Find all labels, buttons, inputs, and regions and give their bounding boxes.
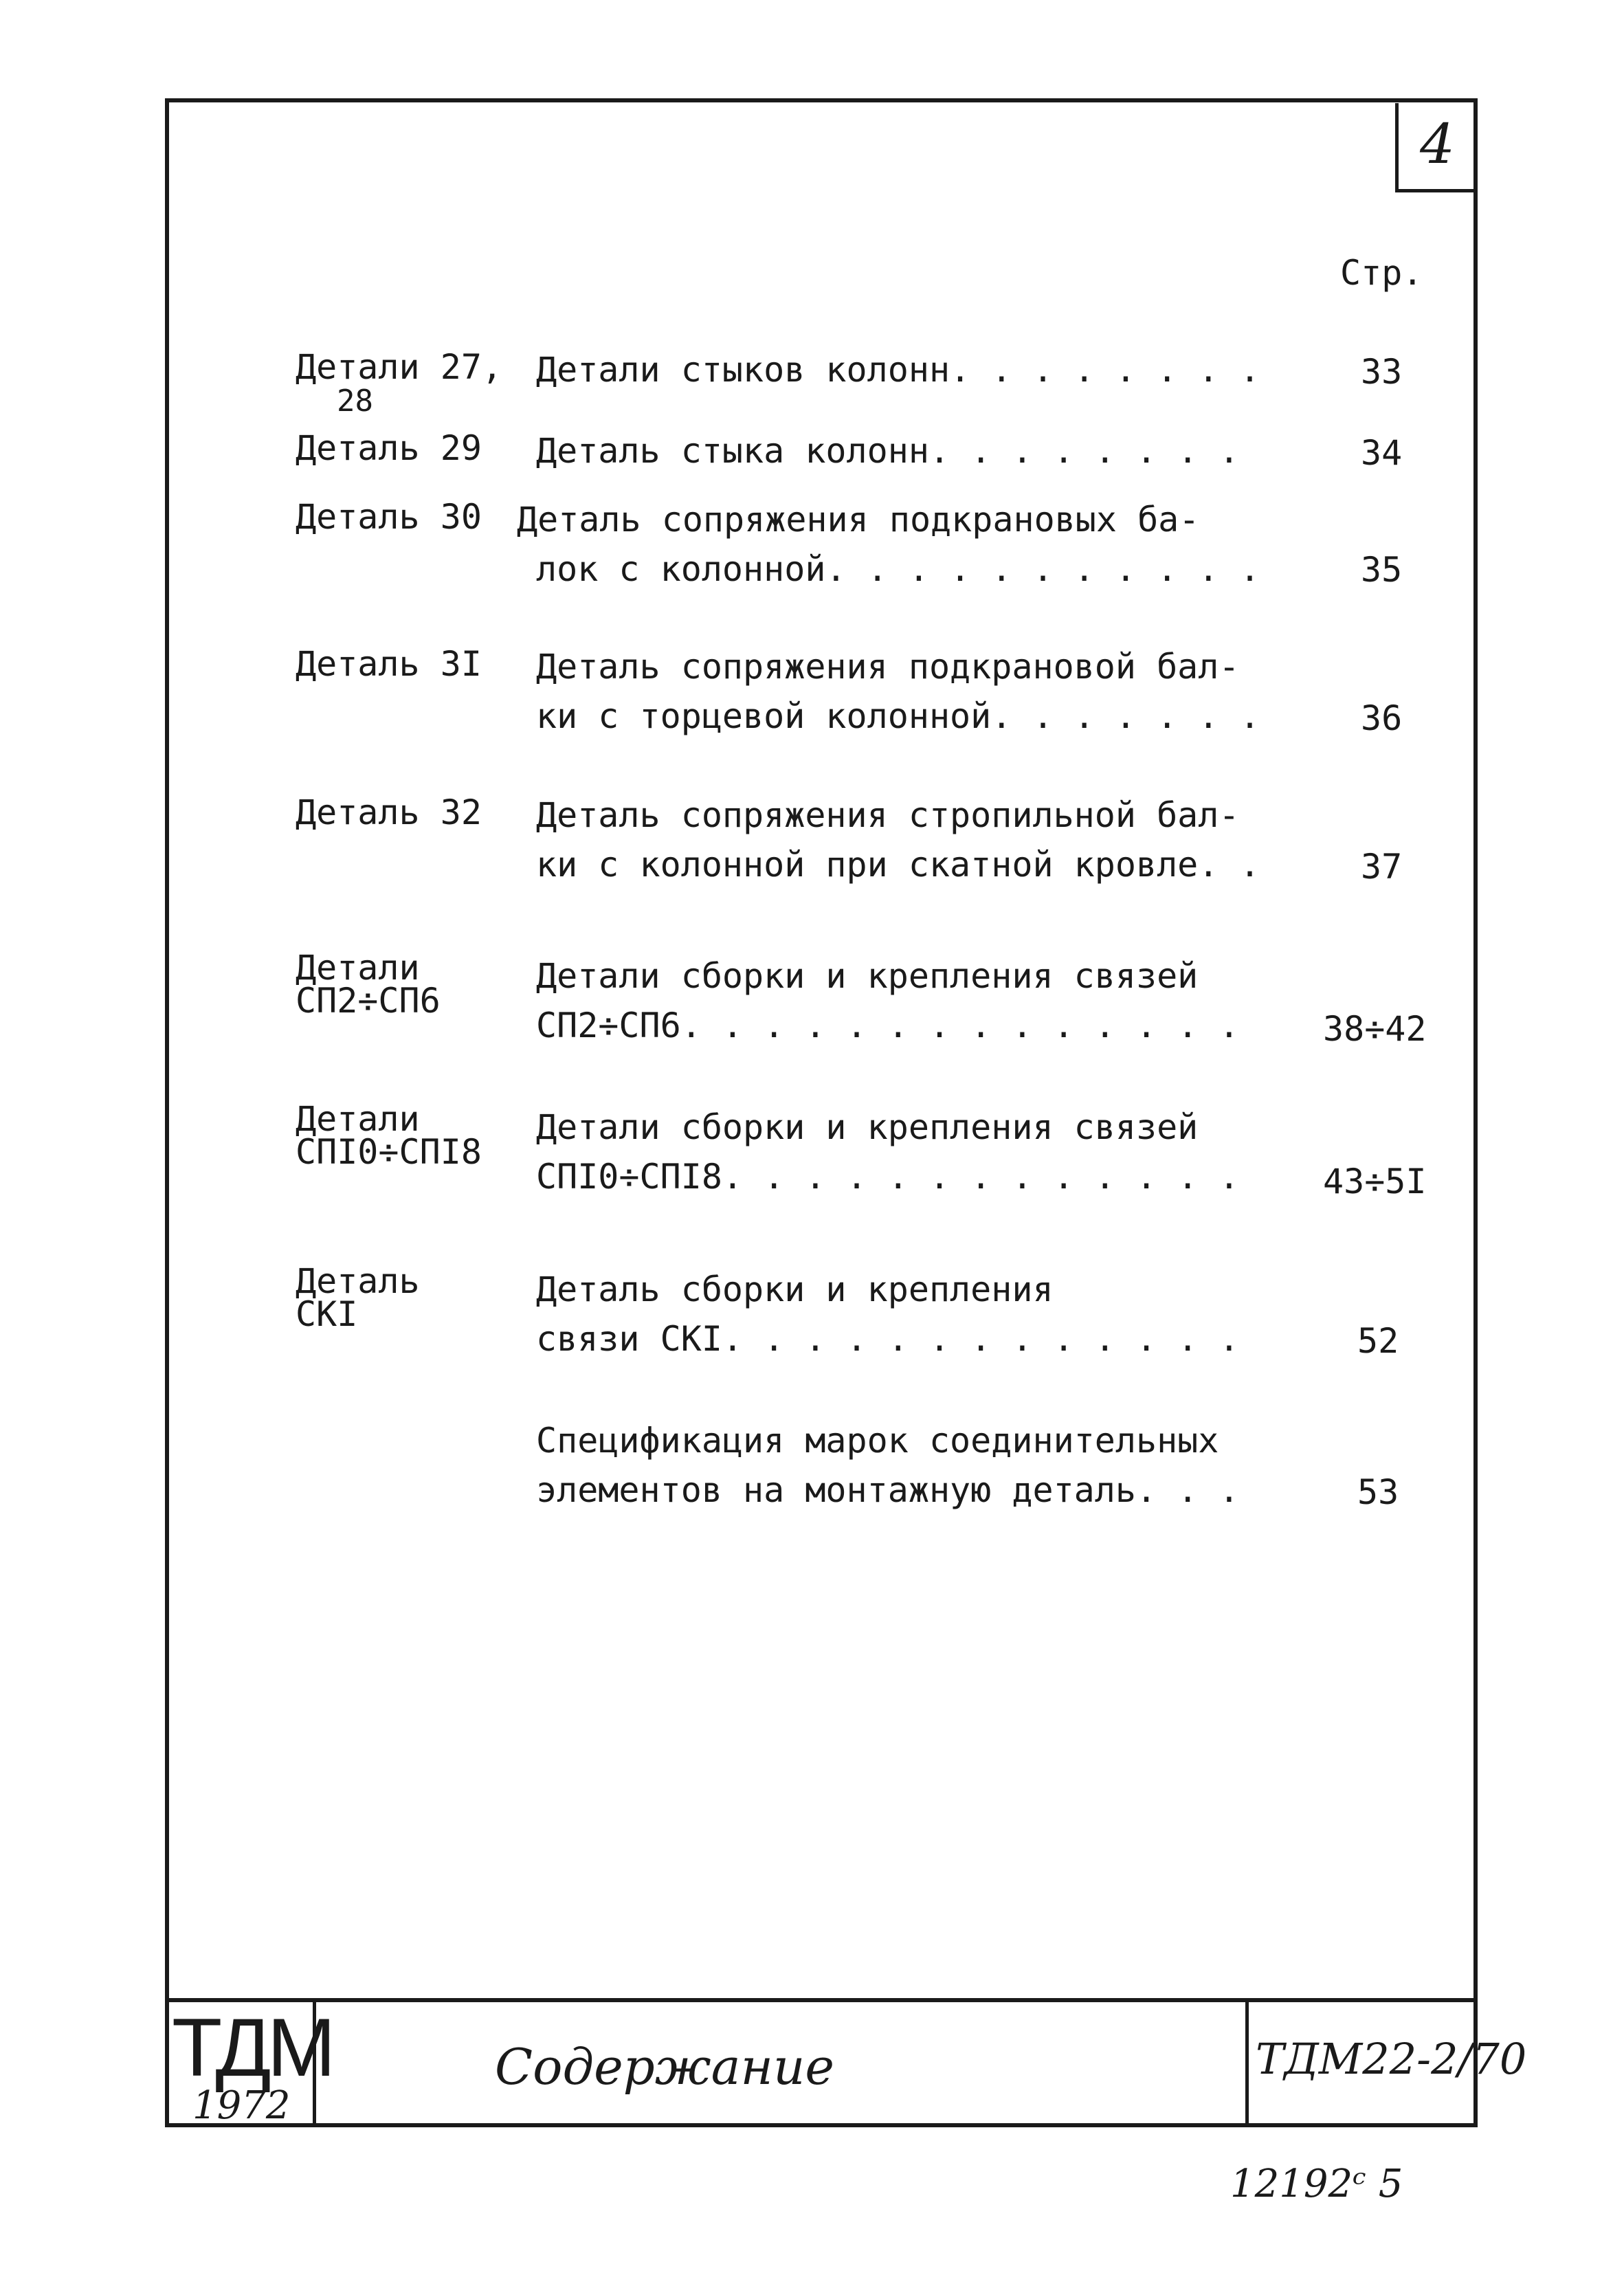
entry-page: 38÷42 — [1323, 1009, 1427, 1049]
entry-page: 35 — [1361, 550, 1403, 590]
entry-title: Деталь сопряжения стропильной бал- ки с колонной при скатной кровле. . — [536, 795, 1260, 885]
entry-code: Деталь 32 — [296, 792, 482, 832]
organization-logo: ТДМ — [172, 2002, 332, 2094]
logo-cell — [165, 2002, 332, 2128]
entry-code: Деталь СКI — [296, 1261, 420, 1334]
entry-page: 33 — [1361, 352, 1403, 392]
entry-title: Деталь сопряжения подкрановой бал- ки с торцевой колонной. . . . . . . — [536, 647, 1260, 736]
entry-code: Детали 27, 28 — [296, 347, 503, 419]
document-code-cell — [1245, 2002, 1527, 2127]
entry-title: Спецификация марок соединительных элементов на монтажную деталь. . . — [536, 1421, 1240, 1510]
entry-page: 36 — [1361, 698, 1403, 738]
archive-number: 12192ᶜ 5 — [1230, 2162, 1403, 2206]
entry-title: Детали сборки и крепления связей СП2÷СП6. . . . . . . . . . . . . . — [536, 956, 1240, 1045]
entry-page: 52 — [1357, 1321, 1399, 1361]
entry-title: Деталь сопряжения подкрановых ба- лок с колонной. . . . . . . . . . . — [517, 500, 1260, 589]
entry-title: Деталь сборки и крепления связи СКI. . . . . . . . . . . . . — [536, 1269, 1240, 1359]
title-block — [165, 1998, 1527, 2128]
entry-code: Деталь 30 — [296, 497, 482, 537]
entry-code: Деталь 3I — [296, 644, 482, 684]
entry-title: Детали стыков колонн. . . . . . . . — [536, 350, 1260, 390]
entry-title: Детали сборки и крепления связей СПI0÷СПI8. . . . . . . . . . . . . — [536, 1107, 1240, 1197]
entry-page: 37 — [1361, 847, 1403, 887]
document-title: Содержание — [495, 2038, 834, 2096]
entry-title: Деталь стыка колонн. . . . . . . . — [536, 431, 1240, 471]
entry-page: 43÷5I — [1323, 1162, 1427, 1201]
entry-page: 34 — [1361, 433, 1403, 473]
entry-page: 53 — [1357, 1472, 1399, 1512]
sheet-number: 4 — [1395, 103, 1476, 192]
page-column-header: Стр. — [1340, 253, 1423, 293]
logo-year: 1972 — [192, 2083, 291, 2128]
entry-code: Деталь 29 — [296, 428, 482, 468]
document-code: ТДМ22-2/70 — [1256, 2034, 1527, 2084]
entry-code: Детали СПI0÷СПI8 — [296, 1099, 482, 1172]
entry-code: Детали СП2÷СП6 — [296, 948, 441, 1021]
